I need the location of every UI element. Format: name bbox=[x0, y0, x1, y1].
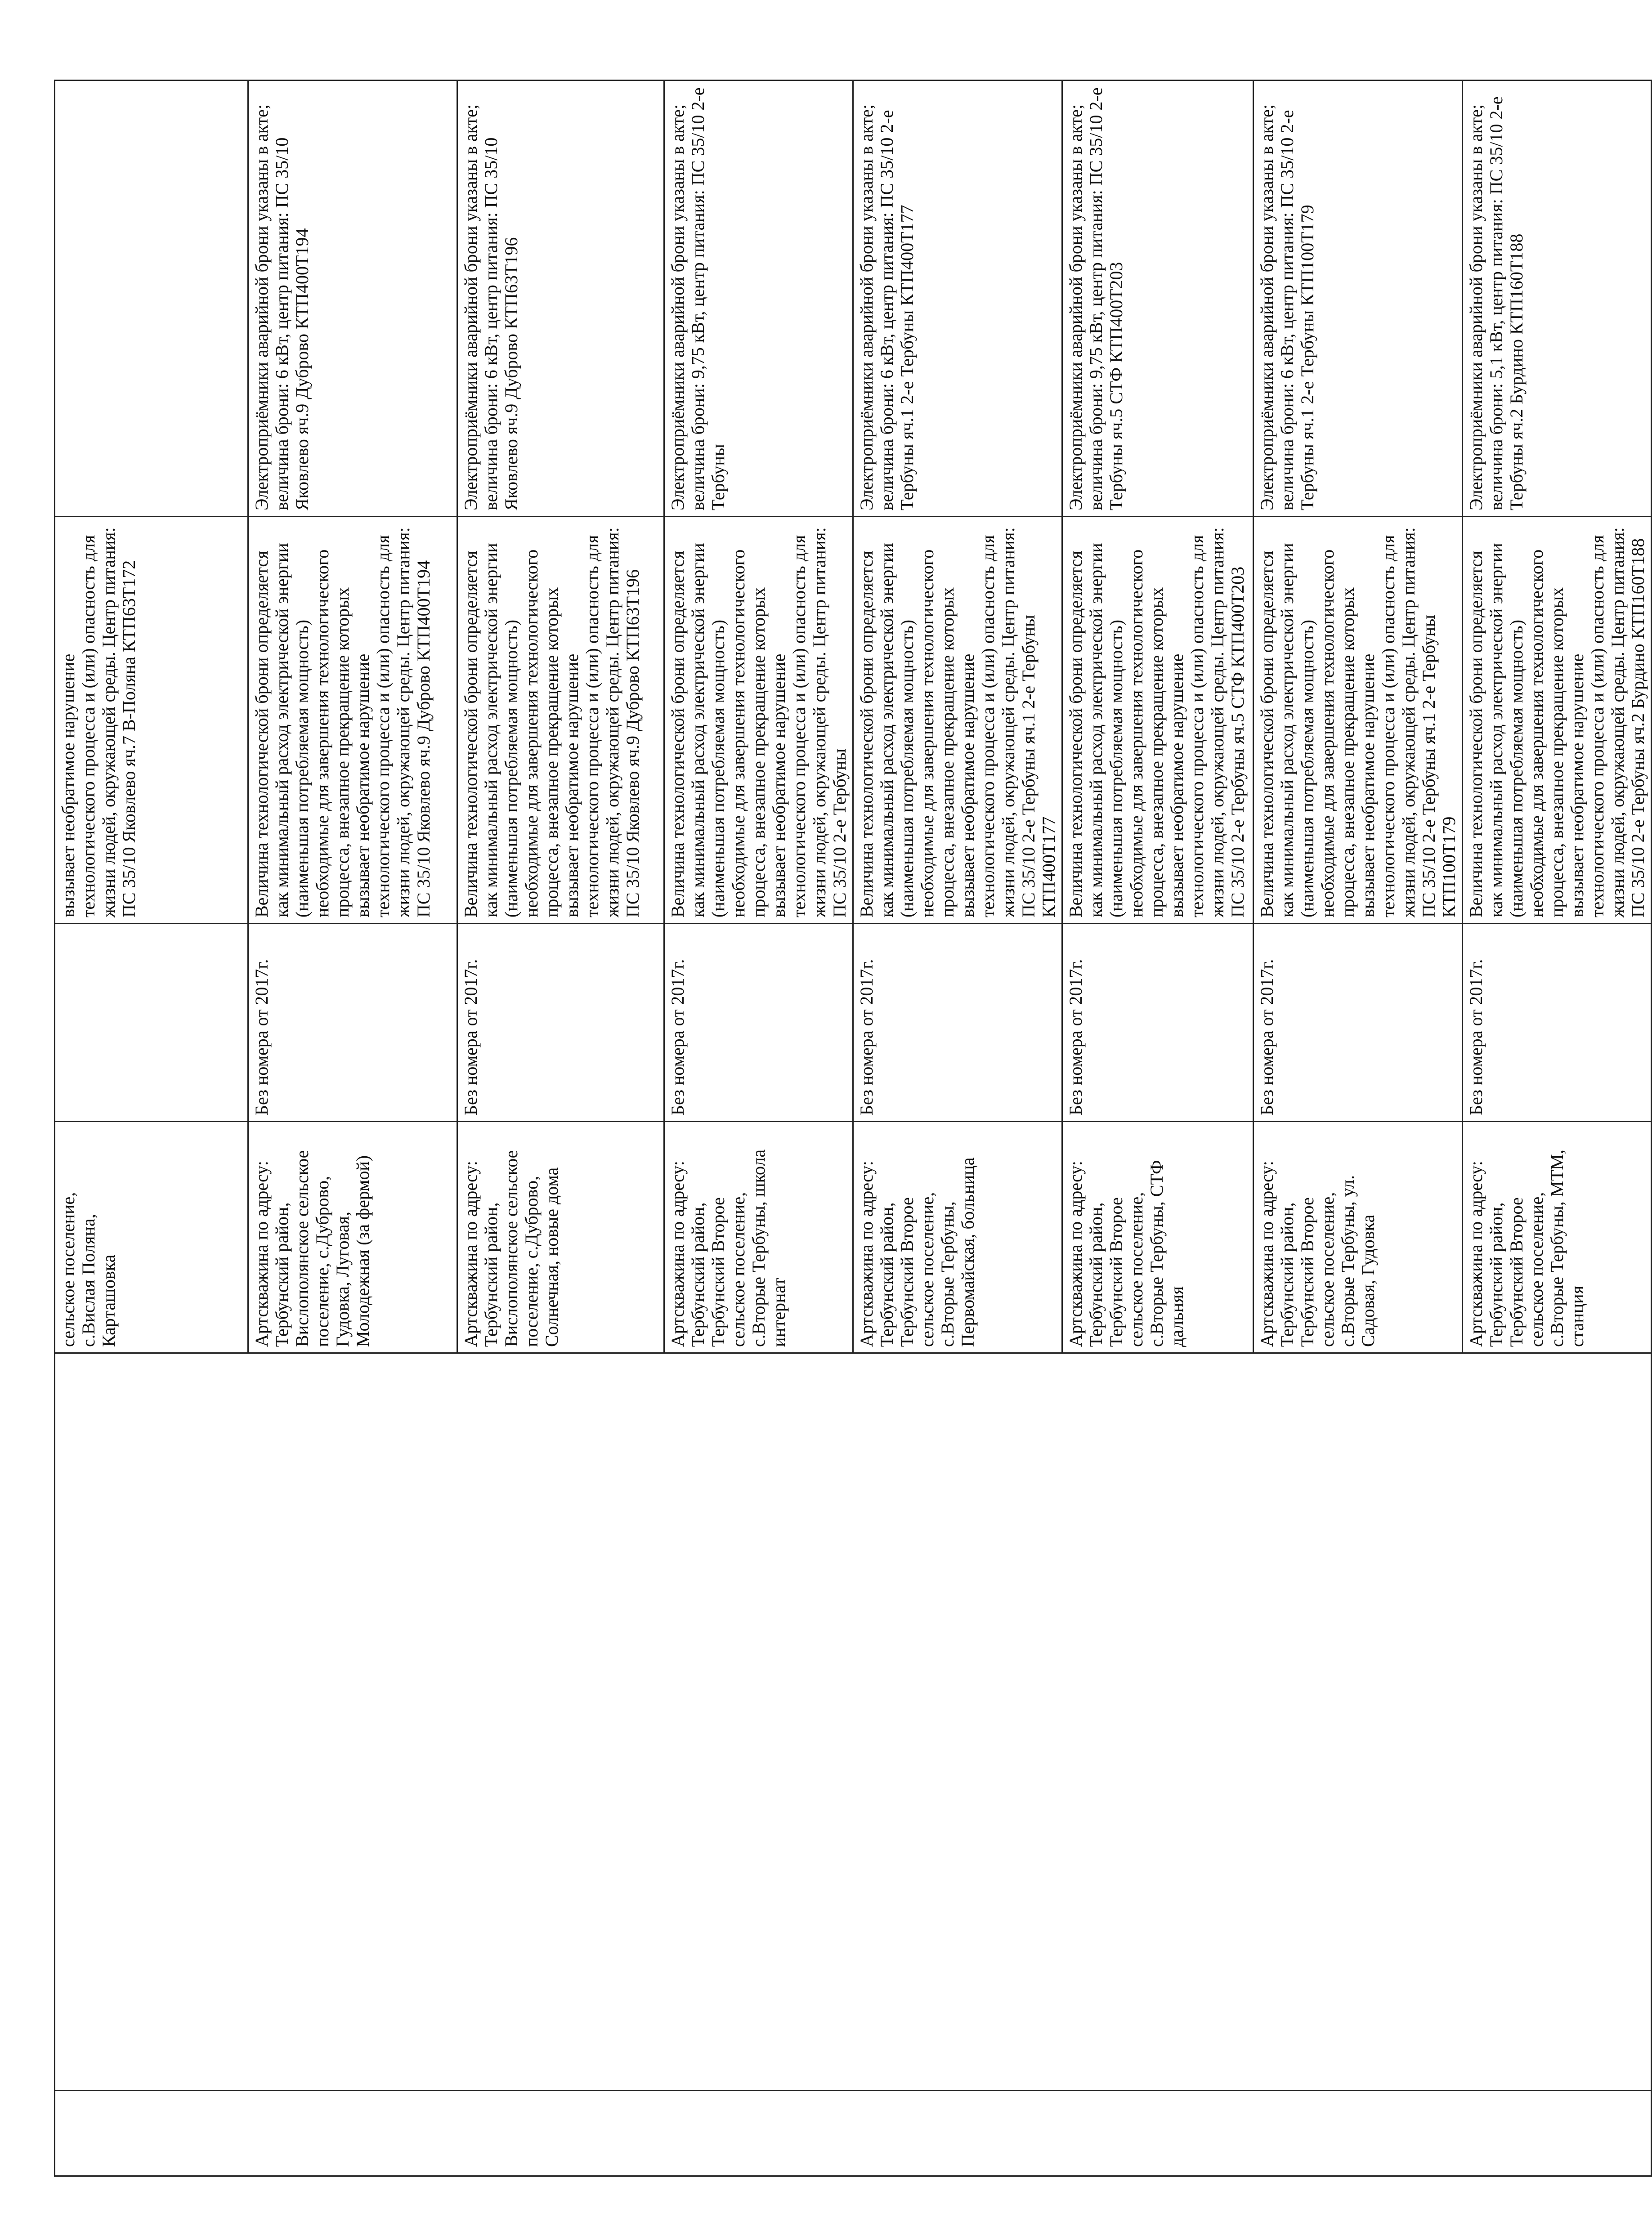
reserve-table bbox=[54, 80, 1652, 2177]
description-cell: Величина технологической брони определяется как минимальный расход электрической энергии (наименьшая потребляемая мощность) необходимые для завершения технологического процесса, внезапное прекращение которых вызывает необратимое нарушение технологического процесса и (или) опасность для жизни людей, окружающей среды. Центр питания: ПС 35/10 2-е Тербуны bbox=[664, 517, 853, 924]
reserve-cell: Электроприёмники аварийной брони указаны в акте; величина брони: 9,75 кВт, центр питания: ПС 35/10 2-е Тербуны bbox=[664, 81, 853, 517]
document-cell: Без номера от 2017г. bbox=[457, 924, 664, 1122]
document-cell: Без номера от 2017г. bbox=[248, 924, 457, 1122]
address-cell: Артскважина по адресу: Тербунский район, Тербунский Второе сельское поселение, с.Вторые Тербуны, СТФ дальняя bbox=[1062, 1122, 1254, 1353]
address-cell: сельское поселение, с.Вислая Поляна, Карташовка bbox=[55, 1122, 248, 1353]
consumer-name-cell bbox=[55, 1353, 1652, 2091]
document-cell: Без номера от 2017г. bbox=[664, 924, 853, 1122]
description-cell: Величина технологической брони определяется как минимальный расход электрической энергии (наименьшая потребляемая мощность) необходимые для завершения технологического процесса, внезапное прекращение которых вызывает необратимое нарушение технологического процесса и (или) опасность для жизни людей, окружающей среды. Центр питания: ПС 35/10 2-е Тербуны яч.1 2-е Тербуны КТП100Т179 bbox=[1254, 517, 1463, 924]
description-cell: вызывает необратимое нарушение технологического процесса и (или) опасность для жизни людей, окружающей среды. Центр питания: ПС 35/10 Яковлево яч.7 В-Поляна КТП63Т172 bbox=[55, 517, 248, 924]
reserve-cell: Электроприёмники аварийной брони указаны в акте; величина брони: 9,75 кВт, центр питания: ПС 35/10 2-е Тербуны яч.5 СТФ КТП400Т203 bbox=[1062, 81, 1254, 517]
reserve-cell: Электроприёмники аварийной брони указаны в акте; величина брони: 6 кВт, центр питания: ПС 35/10 2-е Тербуны яч.1 2-е Тербуны КТП100Т179 bbox=[1254, 81, 1463, 517]
document-cell: Без номера от 2017г. bbox=[1254, 924, 1463, 1122]
description-cell: Величина технологической брони определяется как минимальный расход электрической энергии (наименьшая потребляемая мощность) необходимые для завершения технологического процесса, внезапное прекращение которых вызывает необратимое нарушение технологического процесса и (или) опасность для жизни людей, окружающей среды. Центр питания: ПС 35/10 Яковлево яч.9 Дуброво КТП400Т194 bbox=[248, 517, 457, 924]
description-cell: Величина технологической брони определяется как минимальный расход электрической энергии (наименьшая потребляемая мощность) необходимые для завершения технологического процесса, внезапное прекращение которых вызывает необратимое нарушение технологического процесса и (или) опасность для жизни людей, окружающей среды. Центр питания: ПС 35/10 2-е Тербуны яч.2 Бурдино КТП160Т188 bbox=[1463, 517, 1652, 924]
reserve-cell bbox=[55, 81, 248, 517]
description-cell: Величина технологической брони определяется как минимальный расход электрической энергии (наименьшая потребляемая мощность) необходимые для завершения технологического процесса, внезапное прекращение которых вызывает необратимое нарушение технологического процесса и (или) опасность для жизни людей, окружающей среды. Центр питания: ПС 35/10 2-е Тербуны яч.1 2-е Тербуны КТП400Т177 bbox=[853, 517, 1062, 924]
document-cell: Без номера от 2017г. bbox=[1062, 924, 1254, 1122]
rotated-page bbox=[54, 81, 1648, 2177]
number-column-cell bbox=[55, 2091, 1652, 2176]
reserve-cell: Электроприёмники аварийной брони указаны в акте; величина брони: 6 кВт, центр питания: ПС 35/10 Яковлево яч.9 Дуброво КТП400Т194 bbox=[248, 81, 457, 517]
reserve-cell: Электроприёмники аварийной брони указаны в акте; величина брони: 6 кВт, центр питания: ПС 35/10 2-е Тербуны яч.1 2-е Тербуны КТП400Т177 bbox=[853, 81, 1062, 517]
description-cell: Величина технологической брони определяется как минимальный расход электрической энергии (наименьшая потребляемая мощность) необходимые для завершения технологического процесса, внезапное прекращение которых вызывает необратимое нарушение технологического процесса и (или) опасность для жизни людей, окружающей среды. Центр питания: ПС 35/10 Яковлево яч.9 Дуброво КТП63Т196 bbox=[457, 517, 664, 924]
document-cell: Без номера от 2017г. bbox=[1463, 924, 1652, 1122]
address-cell: Артскважина по адресу: Тербунский район, Тербунский Второе сельское поселение, с.Вторые Тербуны, ул. Садовая, Гудовка bbox=[1254, 1122, 1463, 1353]
reserve-cell: Электроприёмники аварийной брони указаны в акте; величина брони: 6 кВт, центр питания: ПС 35/10 Яковлево яч.9 Дуброво КТП63Т196 bbox=[457, 81, 664, 517]
address-cell: Артскважина по адресу: Тербунский район, Тербунский Второе сельское поселение, с.Вторые Тербуны, Первомайская, больница bbox=[853, 1122, 1062, 1353]
address-cell: Артскважина по адресу: Тербунский район, Вислополянское сельское поселение, с.Дуброво, Солнечная, новые дома bbox=[457, 1122, 664, 1353]
address-cell: Артскважина по адресу: Тербунский район, Тербунский Второе сельское поселение, с.Вторые Тербуны, МТМ, станция bbox=[1463, 1122, 1652, 1353]
document-cell: Без номера от 2017г. bbox=[853, 924, 1062, 1122]
reserve-cell: Электроприёмники аварийной брони указаны в акте; величина брони: 5,1 кВт, центр питания: ПС 35/10 2-е Тербуны яч.2 Бурдино КТП160Т188 bbox=[1463, 81, 1652, 517]
address-cell: Артскважина по адресу: Тербунский район, Вислополянское сельское поселение, с.Дуброво, Гудовка, Луговая, Молодежная (за фермой) bbox=[248, 1122, 457, 1353]
description-cell: Величина технологической брони определяется как минимальный расход электрической энергии (наименьшая потребляемая мощность) необходимые для завершения технологического процесса, внезапное прекращение которых вызывает необратимое нарушение технологического процесса и (или) опасность для жизни людей, окружающей среды. Центр питания: ПС 35/10 2-е Тербуны яч.5 СТФ КТП400Т203 bbox=[1062, 517, 1254, 924]
document-cell bbox=[55, 924, 248, 1122]
address-cell: Артскважина по адресу: Тербунский район, Тербунский Второе сельское поселение, с.Вторые Тербуны, школа интернат bbox=[664, 1122, 853, 1353]
table-row bbox=[55, 81, 248, 2176]
